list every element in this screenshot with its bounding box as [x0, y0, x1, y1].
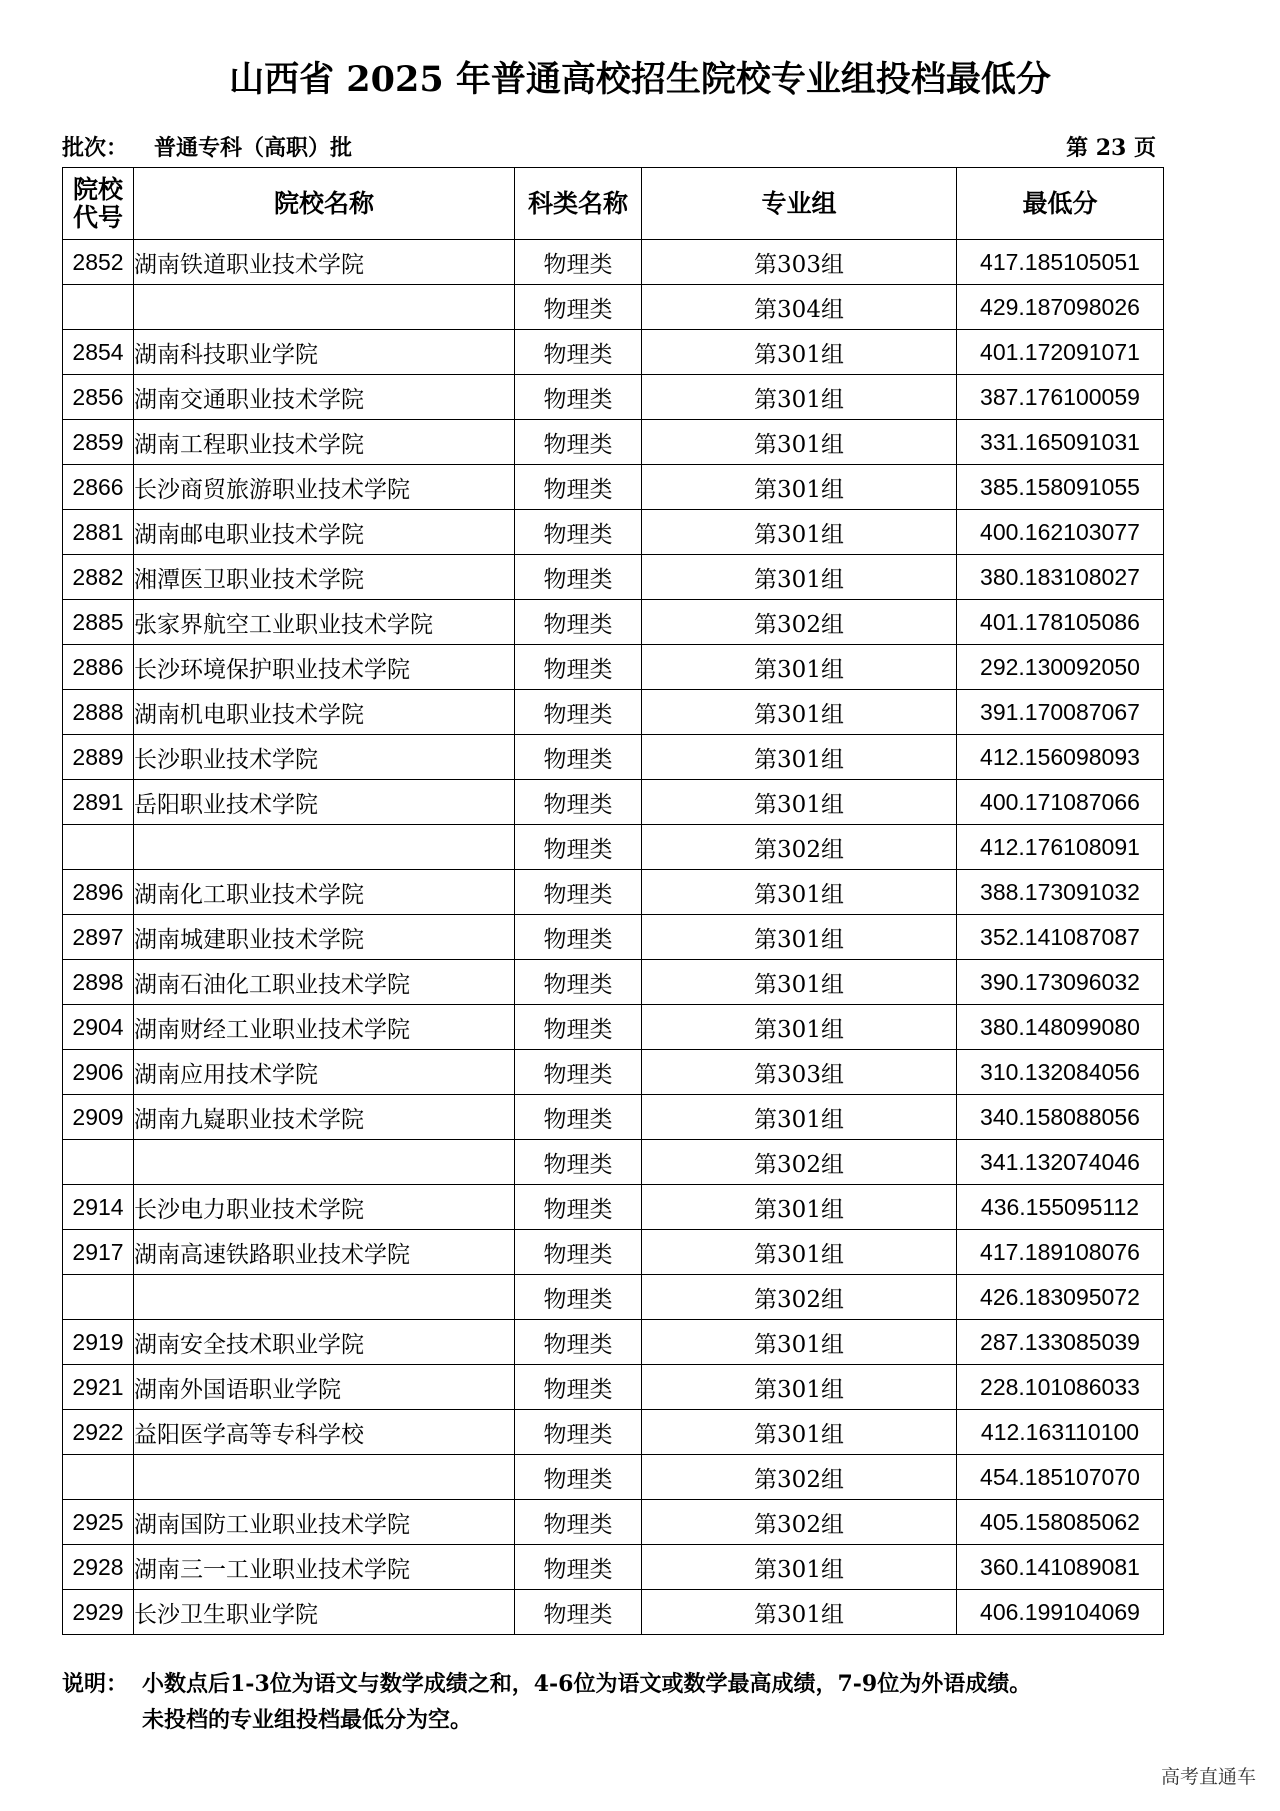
- table-row: [63, 1455, 1164, 1500]
- cell-code: 2928: [63, 1545, 134, 1590]
- cell-min-score: 405.158085062: [957, 1500, 1164, 1545]
- cell-school-name: [134, 1140, 515, 1185]
- cell-group: 第301组: [642, 510, 957, 555]
- cell-school-name: 湖南工程职业技术学院: [134, 420, 515, 465]
- cell-group: 第301组: [642, 1320, 957, 1365]
- cell-group: 第301组: [642, 1545, 957, 1590]
- cell-min-score: 426.183095072: [957, 1275, 1164, 1320]
- table-row: [63, 1410, 1164, 1455]
- cell-code: 2866: [63, 465, 134, 510]
- cell-group: 第302组: [642, 600, 957, 645]
- cell-code: 2919: [63, 1320, 134, 1365]
- cell-school-name: 长沙卫生职业学院: [134, 1590, 515, 1635]
- cell-school-name: 湘潭医卫职业技术学院: [134, 555, 515, 600]
- cell-min-score: 412.163110100: [957, 1410, 1164, 1455]
- cell-category: 物理类: [515, 1365, 642, 1410]
- table-row: [63, 1500, 1164, 1545]
- table-row: [63, 330, 1164, 375]
- cell-min-score: 380.148099080: [957, 1005, 1164, 1050]
- cell-category: 物理类: [515, 915, 642, 960]
- cell-category: 物理类: [515, 780, 642, 825]
- cell-min-score: 401.178105086: [957, 600, 1164, 645]
- table-row: [63, 1140, 1164, 1185]
- cell-min-score: 287.133085039: [957, 1320, 1164, 1365]
- cell-school-name: 湖南应用技术学院: [134, 1050, 515, 1095]
- table-row: [63, 240, 1164, 285]
- table-row: [63, 1320, 1164, 1365]
- cell-code: 2897: [63, 915, 134, 960]
- cell-min-score: 388.173091032: [957, 870, 1164, 915]
- cell-min-score: 436.155095112: [957, 1185, 1164, 1230]
- cell-min-score: 417.185105051: [957, 240, 1164, 285]
- cell-min-score: 412.176108091: [957, 825, 1164, 870]
- table-body: [63, 240, 1164, 1635]
- table-row: [63, 1095, 1164, 1140]
- cell-code: 2891: [63, 780, 134, 825]
- cell-code: 2896: [63, 870, 134, 915]
- cell-group: 第301组: [642, 465, 957, 510]
- cell-school-name: [134, 285, 515, 330]
- cell-school-name: 湖南机电职业技术学院: [134, 690, 515, 735]
- cell-group: 第301组: [642, 735, 957, 780]
- cell-group: 第301组: [642, 1005, 957, 1050]
- cell-code: 2904: [63, 1005, 134, 1050]
- cell-school-name: 湖南邮电职业技术学院: [134, 510, 515, 555]
- cell-group: 第303组: [642, 240, 957, 285]
- cell-category: 物理类: [515, 1230, 642, 1275]
- cell-category: 物理类: [515, 825, 642, 870]
- cell-code: 2922: [63, 1410, 134, 1455]
- cell-min-score: 341.132074046: [957, 1140, 1164, 1185]
- cell-code: 2914: [63, 1185, 134, 1230]
- cell-school-name: 湖南科技职业学院: [134, 330, 515, 375]
- cell-min-score: 310.132084056: [957, 1050, 1164, 1095]
- cell-category: 物理类: [515, 420, 642, 465]
- cell-school-name: 湖南九嶷职业技术学院: [134, 1095, 515, 1140]
- cell-category: 物理类: [515, 1050, 642, 1095]
- cell-min-score: 401.172091071: [957, 330, 1164, 375]
- cell-group: 第304组: [642, 285, 957, 330]
- cell-category: 物理类: [515, 1545, 642, 1590]
- cell-school-name: 长沙商贸旅游职业技术学院: [134, 465, 515, 510]
- cell-group: 第301组: [642, 1365, 957, 1410]
- cell-min-score: 429.187098026: [957, 285, 1164, 330]
- cell-group: 第301组: [642, 420, 957, 465]
- cell-category: 物理类: [515, 645, 642, 690]
- cell-category: 物理类: [515, 600, 642, 645]
- table-row: [63, 735, 1164, 780]
- table-row: [63, 1365, 1164, 1410]
- cell-min-score: 385.158091055: [957, 465, 1164, 510]
- cell-category: 物理类: [515, 1410, 642, 1455]
- cell-school-name: 长沙环境保护职业技术学院: [134, 645, 515, 690]
- notes-line-1: 小数点后1-3位为语文与数学成绩之和，4-6位为语文或数学最高成绩，7-9位为外语成绩。: [142, 1671, 1032, 1697]
- cell-category: 物理类: [515, 960, 642, 1005]
- cell-category: 物理类: [515, 735, 642, 780]
- cell-group: 第301组: [642, 645, 957, 690]
- header-score: 最低分: [957, 168, 1164, 240]
- cell-code: 2909: [63, 1095, 134, 1140]
- cell-category: 物理类: [515, 465, 642, 510]
- cell-category: 物理类: [515, 375, 642, 420]
- notes-line-2: 未投档的专业组投档最低分为空。: [142, 1707, 473, 1733]
- cell-group: 第301组: [642, 780, 957, 825]
- cell-school-name: 湖南高速铁路职业技术学院: [134, 1230, 515, 1275]
- cell-code: 2917: [63, 1230, 134, 1275]
- cell-min-score: 406.199104069: [957, 1590, 1164, 1635]
- cell-group: 第301组: [642, 915, 957, 960]
- cell-category: 物理类: [515, 240, 642, 285]
- cell-code: 2898: [63, 960, 134, 1005]
- cell-min-score: 417.189108076: [957, 1230, 1164, 1275]
- table-row: [63, 1545, 1164, 1590]
- cell-code: [63, 1140, 134, 1185]
- cell-code: 2885: [63, 600, 134, 645]
- cell-category: 物理类: [515, 1320, 642, 1365]
- cell-school-name: 湖南化工职业技术学院: [134, 870, 515, 915]
- cell-school-name: 湖南交通职业技术学院: [134, 375, 515, 420]
- cell-category: 物理类: [515, 1095, 642, 1140]
- cell-code: 2929: [63, 1590, 134, 1635]
- cell-school-name: [134, 1275, 515, 1320]
- cell-code: 2859: [63, 420, 134, 465]
- cell-group: 第301组: [642, 1185, 957, 1230]
- header-name: 院校名称: [134, 168, 515, 240]
- cell-group: 第301组: [642, 375, 957, 420]
- batch-line: [62, 133, 352, 163]
- table-row: [63, 600, 1164, 645]
- cell-code: 2886: [63, 645, 134, 690]
- table-row: [63, 780, 1164, 825]
- cell-school-name: 湖南石油化工职业技术学院: [134, 960, 515, 1005]
- cell-school-name: [134, 825, 515, 870]
- table-row: [63, 555, 1164, 600]
- cell-category: 物理类: [515, 1500, 642, 1545]
- header-group: 专业组: [642, 168, 957, 240]
- table-row: [63, 915, 1164, 960]
- cell-group: 第301组: [642, 1230, 957, 1275]
- table-row: [63, 825, 1164, 870]
- table-row: [63, 1230, 1164, 1275]
- cell-category: 物理类: [515, 1140, 642, 1185]
- table-row: [63, 690, 1164, 735]
- cell-school-name: 湖南铁道职业技术学院: [134, 240, 515, 285]
- cell-school-name: 益阳医学高等专科学校: [134, 1410, 515, 1455]
- cell-group: 第301组: [642, 870, 957, 915]
- cell-school-name: [134, 1455, 515, 1500]
- cell-school-name: 湖南财经工业职业技术学院: [134, 1005, 515, 1050]
- cell-category: 物理类: [515, 510, 642, 555]
- cell-code: [63, 1455, 134, 1500]
- cell-category: 物理类: [515, 870, 642, 915]
- cell-min-score: 400.171087066: [957, 780, 1164, 825]
- cell-code: 2925: [63, 1500, 134, 1545]
- cell-code: 2856: [63, 375, 134, 420]
- cell-code: 2854: [63, 330, 134, 375]
- cell-category: 物理类: [515, 1455, 642, 1500]
- cell-group: 第301组: [642, 960, 957, 1005]
- cell-category: 物理类: [515, 1185, 642, 1230]
- cell-category: 物理类: [515, 690, 642, 735]
- cell-min-score: 390.173096032: [957, 960, 1164, 1005]
- cell-group: 第302组: [642, 825, 957, 870]
- page-number: 第 23 页: [1066, 135, 1156, 161]
- cell-group: 第303组: [642, 1050, 957, 1095]
- cell-category: 物理类: [515, 1590, 642, 1635]
- notes-label: 说明：: [62, 1671, 129, 1697]
- cell-code: [63, 825, 134, 870]
- cell-school-name: 湖南国防工业职业技术学院: [134, 1500, 515, 1545]
- table-row: [63, 510, 1164, 555]
- cell-school-name: 湖南外国语职业学院: [134, 1365, 515, 1410]
- cell-min-score: 340.158088056: [957, 1095, 1164, 1140]
- cell-group: 第302组: [642, 1140, 957, 1185]
- cell-school-name: 长沙电力职业技术学院: [134, 1185, 515, 1230]
- cell-min-score: 400.162103077: [957, 510, 1164, 555]
- cell-min-score: 412.156098093: [957, 735, 1164, 780]
- cell-code: [63, 285, 134, 330]
- cell-min-score: 454.185107070: [957, 1455, 1164, 1500]
- cell-min-score: 292.130092050: [957, 645, 1164, 690]
- cell-school-name: 湖南安全技术职业学院: [134, 1320, 515, 1365]
- table-row: [63, 465, 1164, 510]
- batch-value: 普通专科（高职）批: [154, 135, 353, 161]
- cell-code: [63, 1275, 134, 1320]
- batch-label: 批次：: [62, 135, 129, 161]
- cell-school-name: 岳阳职业技术学院: [134, 780, 515, 825]
- cell-code: 2906: [63, 1050, 134, 1095]
- cell-school-name: 长沙职业技术学院: [134, 735, 515, 780]
- page-title: 山西省 2025 年普通高校招生院校专业组投档最低分: [229, 59, 1051, 100]
- notes: [62, 1666, 1182, 1738]
- cell-group: 第301组: [642, 690, 957, 735]
- cell-group: 第302组: [642, 1275, 957, 1320]
- cell-school-name: 张家界航空工业职业技术学院: [134, 600, 515, 645]
- cell-code: 2889: [63, 735, 134, 780]
- cell-group: 第302组: [642, 1500, 957, 1545]
- cell-min-score: 360.141089081: [957, 1545, 1164, 1590]
- table-row: [63, 1050, 1164, 1095]
- cell-group: 第301组: [642, 1095, 957, 1140]
- cell-category: 物理类: [515, 1005, 642, 1050]
- cell-category: 物理类: [515, 285, 642, 330]
- header-category: 科类名称: [515, 168, 642, 240]
- table-row: [63, 1005, 1164, 1050]
- table-row: [63, 960, 1164, 1005]
- score-table: [62, 167, 1164, 1635]
- cell-category: 物理类: [515, 330, 642, 375]
- header-code: 院校代号: [63, 168, 134, 240]
- cell-code: 2921: [63, 1365, 134, 1410]
- cell-category: 物理类: [515, 1275, 642, 1320]
- table-row: [63, 1275, 1164, 1320]
- cell-school-name: 湖南城建职业技术学院: [134, 915, 515, 960]
- cell-group: 第301组: [642, 1590, 957, 1635]
- table-row: [63, 870, 1164, 915]
- table-row: [63, 1590, 1164, 1635]
- cell-group: 第301组: [642, 1410, 957, 1455]
- cell-code: 2888: [63, 690, 134, 735]
- table-row: [63, 645, 1164, 690]
- cell-group: 第301组: [642, 555, 957, 600]
- table-row: [63, 420, 1164, 465]
- cell-group: 第302组: [642, 1455, 957, 1500]
- watermark: 高考直通车: [1160, 1766, 1256, 1788]
- cell-code: 2852: [63, 240, 134, 285]
- cell-min-score: 380.183108027: [957, 555, 1164, 600]
- table-row: [63, 285, 1164, 330]
- cell-min-score: 387.176100059: [957, 375, 1164, 420]
- cell-code: 2881: [63, 510, 134, 555]
- cell-group: 第301组: [642, 330, 957, 375]
- cell-min-score: 352.141087087: [957, 915, 1164, 960]
- cell-code: 2882: [63, 555, 134, 600]
- cell-min-score: 228.101086033: [957, 1365, 1164, 1410]
- cell-min-score: 391.170087067: [957, 690, 1164, 735]
- table-row: [63, 1185, 1164, 1230]
- table-row: [63, 375, 1164, 420]
- cell-category: 物理类: [515, 555, 642, 600]
- cell-school-name: 湖南三一工业职业技术学院: [134, 1545, 515, 1590]
- cell-min-score: 331.165091031: [957, 420, 1164, 465]
- table-header-row: [63, 168, 1164, 240]
